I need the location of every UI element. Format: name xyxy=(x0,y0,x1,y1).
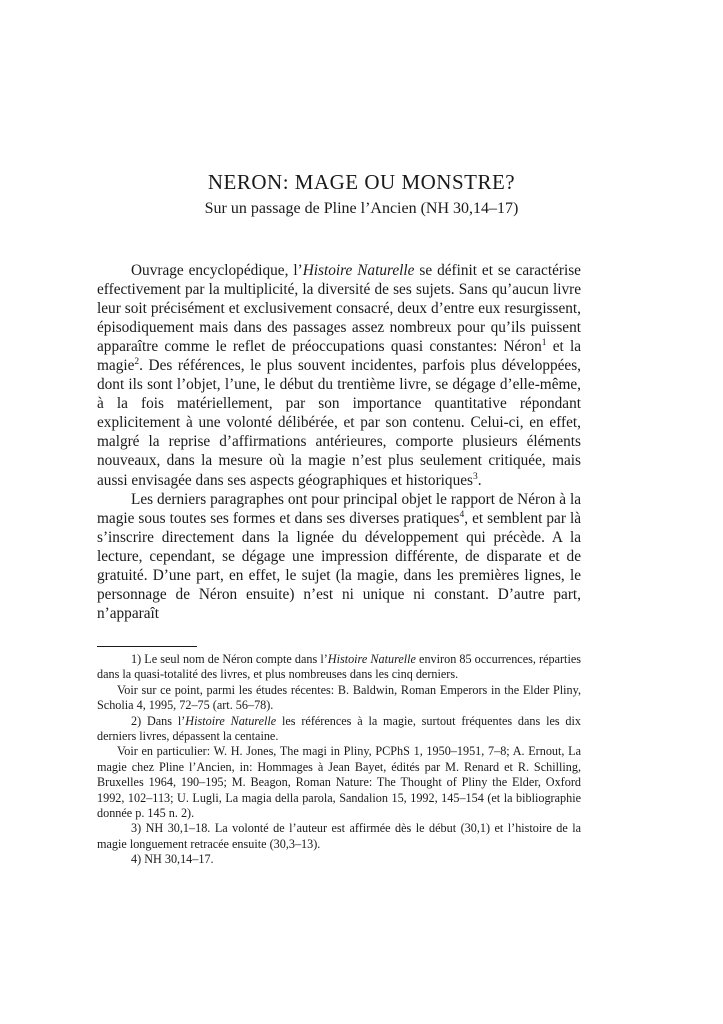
body-text xyxy=(97,261,581,623)
text-run: , et semblent par là s’inscrire directement dans la lignée du développement qui précède. A la lecture, cependant, se dégage une impression différente, de disparate et de gratuité. D’une part, en effet, le sujet (la magie, dans les premières lignes, le personnage de Néron ensuite) n’est ni unique ni constant. D’autre part, n’apparaît xyxy=(97,509,581,622)
text-run: Ouvrage encyclopédique, l’ xyxy=(131,262,303,279)
footnote-1-continuation: Voir sur ce point, parmi les études récentes: B. Baldwin, Roman Emperors in the Elder Pliny, Scholia 4, 1995, 72–75 (art. 56–78). xyxy=(97,682,581,713)
italic-title: Histoire Naturelle xyxy=(185,713,277,728)
text-run: Les derniers paragraphes ont pour principal objet le rapport de Néron à la magie sous toutes ses formes et dans ses diverses pratiques xyxy=(97,490,581,527)
paragraph-1 xyxy=(97,261,581,490)
footnotes xyxy=(97,652,581,868)
text-run: environ 85 occurrences, réparties dans la quasi-totalité des livres, et plus nombreuses dans les cinq derniers. xyxy=(97,652,581,682)
text-run: 2) Dans l’ xyxy=(131,713,186,728)
footnote-3: 3) NH 30,1–18. La volonté de l’auteur est affirmée dès le début (30,1) et l’histoire de la magie longuement retracée ensuite (30,3–13). xyxy=(97,821,581,851)
article-title: NERON: MAGE OU MONSTRE? xyxy=(207,170,516,194)
paragraph-2 xyxy=(97,490,581,623)
text-run: 1) Le seul nom de Néron compte dans l’ xyxy=(131,652,328,666)
footnote-ref-1: 1 xyxy=(541,338,547,349)
text-run: et la magie xyxy=(97,338,581,375)
text-run: . xyxy=(477,471,482,489)
footnote-ref-2: 2 xyxy=(134,357,140,368)
footnote-separator xyxy=(97,646,197,647)
footnote-ref-4: 4 xyxy=(459,509,465,520)
article-subtitle: Sur un passage de Pline l’Ancien (NH 30,14–17) xyxy=(204,200,519,217)
text-run: les références à la magie, surtout fréquentes dans les dix derniers livres, dépassent la centaine. xyxy=(97,713,581,744)
footnote-ref-3: 3 xyxy=(472,471,478,482)
text-run: se définit et se caractérise effectivement par la multiplicité, la diversité de ses sujets. Sans qu’aucun livre leur soit précisément et exclusivement consacré, deux d’entre eux resurgissent, épisodiquement mais dans des passages assez nombreux pour qu’ils puissent apparaître comme le reflet de préoccupations quasi constantes: Néron xyxy=(97,262,581,356)
italic-title: Histoire Naturelle xyxy=(327,652,416,666)
text-run: . Des références, le plus souvent incidentes, parfois plus développées, dont ils sont l’objet, l’une, le début du trentième livre, se dégage d’elle-même, à la fois matériellement, par son importance quantitative répondant explicitement à une volonté délibérée, et par son contenu. Celui-ci, en effet, malgré la reprise d’affirmations antérieures, comporte plusieurs éléments nouveaux, dans la mesure où la magie n’est plus seulement critiquée, mais aussi envisagée dans ses aspects géographiques et historiques xyxy=(97,357,581,489)
footnote-2 xyxy=(97,714,581,745)
footnote-2-continuation: Voir en particulier: W. H. Jones, The magi in Pliny, PCPhS 1, 1950–1951, 7–8; A. Ernout, La magie chez Pline l’Ancien, in: Hommages à Jean Bayet, édités par M. Renard et R. Schilling, Bruxelles 1964, 190–195; M. Beagon, Roman Nature: The Thought of Pliny the Elder, Oxford 1992, 102–113; U. Lugli, La magia della parola, Sandalion 15, 1992, 145–154 (et la bibliographie donnée p. 145 n. 2). xyxy=(97,744,581,821)
footnote-4: 4) NH 30,14–17. xyxy=(131,852,214,867)
italic-title: Histoire Naturelle xyxy=(302,262,415,279)
footnote-1 xyxy=(97,652,581,683)
